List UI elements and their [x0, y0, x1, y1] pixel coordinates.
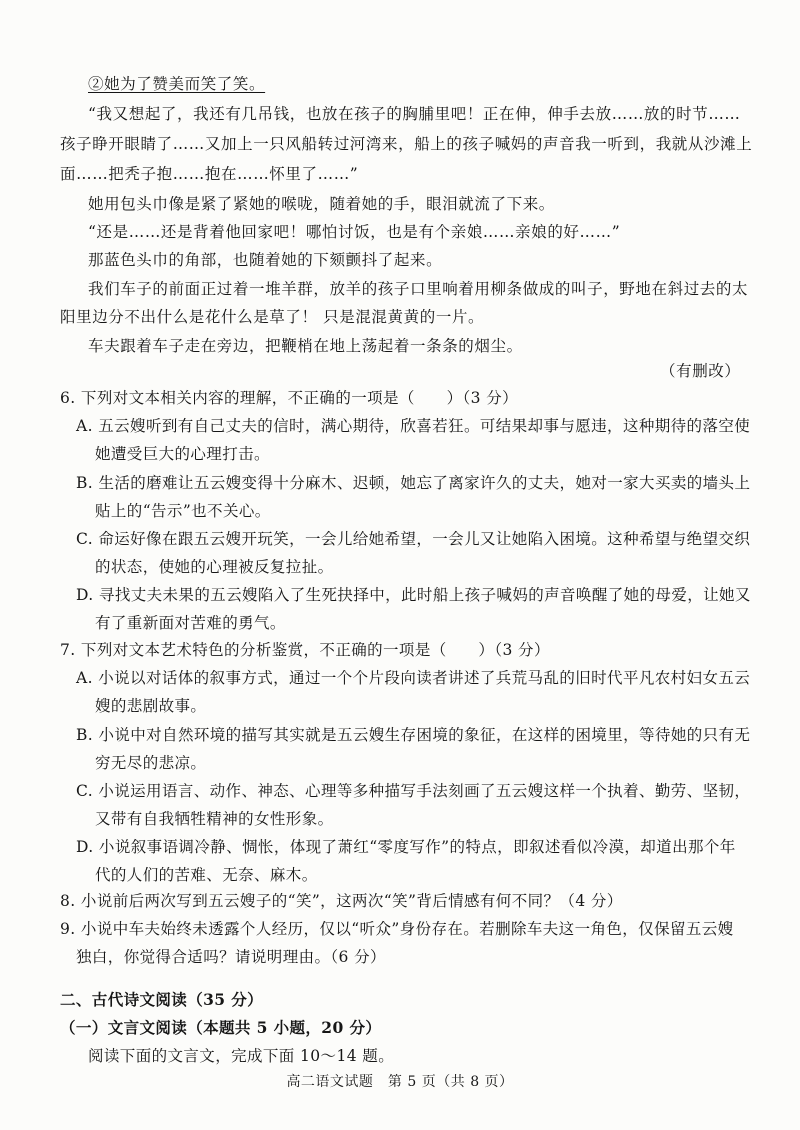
section-2-title: 二、古代诗文阅读（35 分） [60, 990, 264, 1009]
question-6-option-c-cont: 的状态，使她的心理被反复拉扯。 [95, 558, 334, 576]
section-2-instruction: 阅读下面的文言文，完成下面 10～14 题。 [88, 1047, 395, 1065]
question-7-option-b: B. 小说中对自然环境的描写其实就是五云嫂生存困境的象征，在这样的困境里，等待她的只有无 [76, 726, 751, 744]
question-6-option-c: C. 命运好像在跟五云嫂开玩笑，一会儿给她希望，一会儿又让她陷入困境。这种希望与绝望交织 [76, 530, 751, 548]
question-9-cont: 独白，你觉得合适吗？请说明理由。（6 分） [76, 948, 386, 966]
question-6-option-a: A. 五云嫂听到有自己丈夫的信时，满心期待，欣喜若狂。可结果却事与愿违，这种期待的落空使 [76, 417, 751, 435]
story-paragraph-line: “我又想起了，我还有几吊钱，也放在孩子的胸脯里吧！正在伸，伸手去放……放的时节…… [88, 105, 741, 123]
story-paragraph-line: 孩子睁开眼睛了……又加上一只风船转过河湾来，船上的孩子喊妈的声音我一听到，我就从沙滩上 [60, 135, 753, 153]
story-paragraph-line: 她用包头巾像是紧了紧她的喉咙，随着她的手，眼泪就流了下来。 [88, 195, 555, 213]
story-line-smile: ②她为了赞美而笑了笑。 [88, 75, 266, 93]
question-7-option-c: C. 小说运用语言、动作、神态、心理等多种描写手法刻画了五云嫂这样一个执着、勤劳、坚韧， [76, 782, 751, 800]
question-7-option-d: D. 小说叙事语调冷静、惆怅，体现了萧红“零度写作”的特点，即叙述看似冷漠，却道出那个年 [76, 838, 736, 856]
story-paragraph-line: 车夫跟着车子走在旁边，把鞭梢在地上荡起着一条条的烟尘。 [88, 337, 523, 355]
question-6-option-a-cont: 她遭受巨大的心理打击。 [95, 445, 270, 463]
story-paragraph-line: 面……把秃子抱……抱在……怀里了……” [60, 165, 359, 183]
page-footer: 高二语文试题 第 5 页（共 8 页） [286, 1074, 514, 1090]
question-7-option-c-cont: 又带有自我牺牲精神的女性形象。 [95, 810, 334, 828]
story-paragraph-line: “还是……还是背着他回家吧！哪怕讨饭，也是有个亲娘……亲娘的好……” [88, 223, 621, 241]
question-9: 9. 小说中车夫始终未透露个人经历，仅以“听众”身份存在。若删除车夫这一角色，仅保留五云嫂 [60, 920, 734, 938]
question-7-option-a-cont: 嫂的悲剧故事。 [95, 697, 207, 715]
question-6-option-b: B. 生活的磨难让五云嫂变得十分麻木、迟顿，她忘了离家许久的丈夫，她对一家大买卖的墙头上 [76, 474, 751, 492]
story-paragraph-line: 我们车子的前面正过着一堆羊群，放羊的孩子口里响着用柳条做成的叫子，野地在斜过去的太 [88, 280, 749, 298]
abridged-note: （有删改） [660, 362, 741, 380]
question-8: 8. 小说前后两次写到五云嫂子的“笑”，这两次“笑”背后情感有何不同？（4 分） [60, 892, 623, 910]
story-paragraph-line: 那蓝色头巾的角部，也随着她的下颏颤抖了起来。 [88, 251, 443, 269]
question-6-option-d-cont: 有了重新面对苦难的勇气。 [95, 614, 286, 632]
story-paragraph-line: 阳里边分不出什么是花什么是草了！ 只是混混黄黄的一片。 [60, 308, 485, 326]
section-2-subtitle: （一）文言文阅读（本题共 5 小题，20 分） [60, 1018, 382, 1037]
question-6-option-b-cont: 贴上的“告示”也不关心。 [95, 502, 271, 520]
question-7-option-d-cont: 代的人们的苦难、无奈、麻木。 [95, 866, 318, 884]
question-7-stem: 7. 下列对文本艺术特色的分析鉴赏，不正确的一项是（ ）（3 分） [60, 641, 550, 659]
question-6-stem: 6. 下列对文本相关内容的理解，不正确的一项是（ ）（3 分） [60, 389, 519, 407]
question-7-option-a: A. 小说以对话体的叙事方式，通过一个个片段向读者讲述了兵荒马乱的旧时代平凡农村妇女五云 [76, 669, 751, 687]
question-6-option-d: D. 寻找丈夫未果的五云嫂陷入了生死抉择中，此时船上孩子喊妈的声音唤醒了她的母爱，让她又 [76, 586, 751, 604]
question-7-option-b-cont: 穷无尽的悲凉。 [95, 754, 207, 772]
